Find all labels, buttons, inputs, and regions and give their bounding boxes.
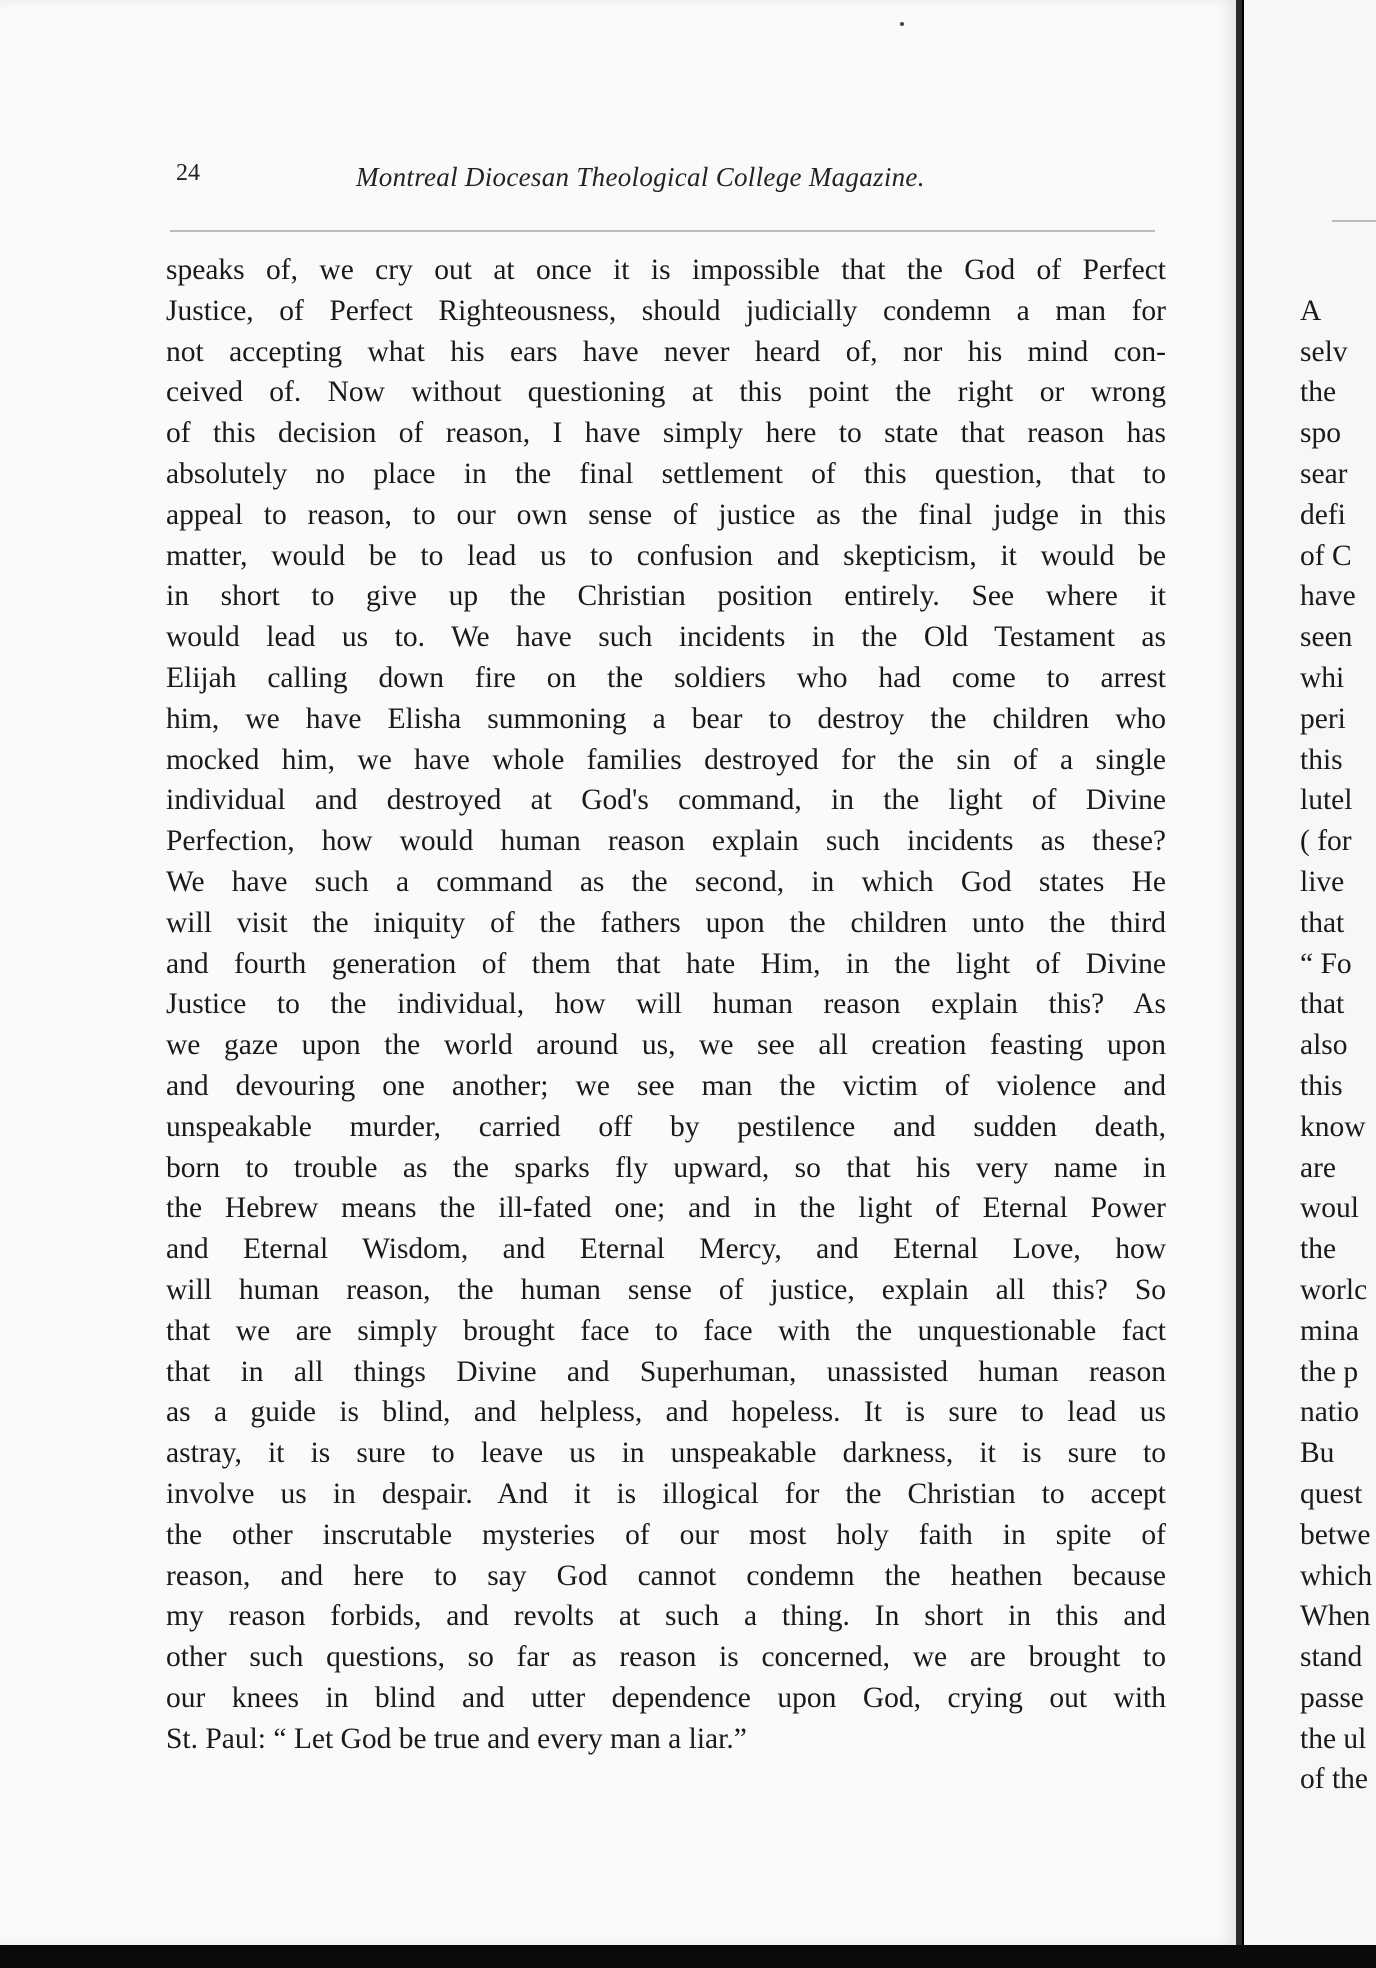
facing-page-fragment: ( for [1300,825,1352,858]
facing-page-fragment: Bu [1300,1437,1335,1470]
facing-page-fragment: that [1300,988,1345,1021]
text-line: We have such a command as the second, in which God states He [166,865,1166,898]
facing-page-fragment: seen [1300,621,1353,654]
facing-page-fragment: peri [1300,702,1346,735]
text-line: Justice to the individual, how will human reason explain this? As [166,988,1166,1021]
text-line: reason, and here to say God cannot condemn the heathen because [166,1559,1166,1592]
text-line: as a guide is blind, and helpless, and hopeless. It is sure to lead us [166,1396,1166,1429]
text-line: will human reason, the human sense of justice, explain all this? So [166,1273,1166,1306]
text-line: in short to give up the Christian position entirely. See where it [166,580,1166,613]
text-line: other such questions, so far as reason is concerned, we are brought to [166,1641,1166,1674]
text-line: involve us in despair. And it is illogical for the Christian to accept [166,1477,1166,1510]
facing-page-fragment: are [1300,1151,1337,1184]
facing-page-fragment: worlc [1300,1273,1368,1306]
facing-page-fragment: lutel [1300,784,1353,817]
facing-page-fragment: passe [1300,1681,1364,1714]
text-line: not accepting what his ears have never heard of, nor his mind con- [166,335,1166,368]
facing-page-fragment: selv [1300,335,1348,368]
text-line: born to trouble as the sparks fly upward, so that his very name in [166,1151,1166,1184]
facing-page-fragment: the [1300,376,1337,409]
running-head: Montreal Diocesan Theological College Magazine. [356,162,925,192]
facing-page-fragment: stand [1300,1641,1363,1674]
text-line: Perfection, how would human reason explain such incidents as these? [166,825,1166,858]
right-header-rule [1332,220,1376,222]
text-line: and fourth generation of them that hate Him, in the light of Divine [166,947,1166,980]
text-line: will visit the iniquity of the fathers upon the children unto the third [166,906,1166,939]
facing-page-fragment: the [1300,1233,1337,1266]
text-line: ceived of. Now without questioning at this point the right or wrong [166,376,1166,409]
text-line: Elijah calling down fire on the soldiers who had come to arrest [166,661,1166,694]
text-line: matter, would be to lead us to confusion and skepticism, it would be [166,539,1166,572]
facing-page-fragment: live [1300,865,1345,898]
facing-page-fragment: A [1300,294,1322,327]
text-line: our knees in blind and utter dependence upon God, crying out with [166,1681,1166,1714]
facing-page-fragment: quest [1300,1477,1363,1510]
scan-bottom-edge [0,1945,1376,1968]
facing-page-fragment: that [1300,906,1345,939]
facing-page-fragment: betwe [1300,1518,1371,1551]
facing-page-fragment: natio [1300,1396,1359,1429]
facing-page-fragment: the p [1300,1355,1359,1388]
facing-page-fragment: defi [1300,498,1346,531]
page-number: 24 [176,160,200,186]
header-rule [170,230,1155,232]
facing-page-fragment [1300,250,1376,291]
facing-page-fragment: When [1300,1600,1371,1633]
text-line: astray, it is sure to leave us in unspeakable darkness, it is sure to [166,1437,1166,1470]
facing-page-fragment: spo [1300,417,1341,450]
text-line: individual and destroyed at God's command, in the light of Divine [166,784,1166,817]
text-line: the other inscrutable mysteries of our most holy faith in spite of [166,1518,1166,1551]
text-line: we gaze upon the world around us, we see all creation feasting upon [166,1029,1166,1062]
facing-page-fragment: which [1300,1559,1373,1592]
facing-page-fragment: whi [1300,661,1345,694]
text-line: mocked him, we have whole families destroyed for the sin of a single [166,743,1166,776]
facing-page-fragment: of C [1300,539,1352,572]
facing-page-fragment: of the [1300,1763,1368,1796]
text-line: appeal to reason, to our own sense of justice as the final judge in this [166,498,1166,531]
dust-speck [900,22,904,26]
text-line: my reason forbids, and revolts at such a thing. In short in this and [166,1600,1166,1633]
text-line: of this decision of reason, I have simply here to state that reason has [166,417,1166,450]
facing-page-fragment: “ Fo [1300,947,1352,980]
text-line: would lead us to. We have such incidents in the Old Testament as [166,621,1166,654]
text-line: absolutely no place in the final settlement of this question, that to [166,457,1166,490]
facing-page-fragment: woul [1300,1192,1359,1225]
text-line: unspeakable murder, carried off by pestilence and sudden death, [166,1110,1166,1143]
text-line: the Hebrew means the ill-fated one; and in the light of Eternal Power [166,1192,1166,1225]
facing-page-fragment: this [1300,1069,1343,1102]
facing-page-fragment: sear [1300,457,1348,490]
body-text [166,250,1166,1759]
facing-page-fragment: this [1300,743,1343,776]
facing-page-fragment: mina [1300,1314,1359,1347]
text-line: that in all things Divine and Superhuman, unassisted human reason [166,1355,1166,1388]
facing-page-fragment: also [1300,1029,1348,1062]
text-line: him, we have Elisha summoning a bear to destroy the children who [166,702,1166,735]
facing-page-fragment: have [1300,580,1356,613]
text-line: speaks of, we cry out at once it is impossible that the God of Perfect [166,254,1166,286]
text-line: that we are simply brought face to face with the unquestionable fact [166,1314,1166,1347]
facing-page-column [1300,250,1376,1800]
text-line: Justice, of Perfect Righteousness, should judicially condemn a man for [166,294,1166,327]
text-line: and Eternal Wisdom, and Eternal Mercy, and Eternal Love, how [166,1233,1166,1266]
facing-page-fragment: the ul [1300,1722,1367,1755]
text-line: and devouring one another; we see man the victim of violence and [166,1069,1166,1102]
text-line: St. Paul: “ Let God be true and every man a liar.” [166,1722,747,1755]
facing-page-fragment: know [1300,1110,1366,1143]
